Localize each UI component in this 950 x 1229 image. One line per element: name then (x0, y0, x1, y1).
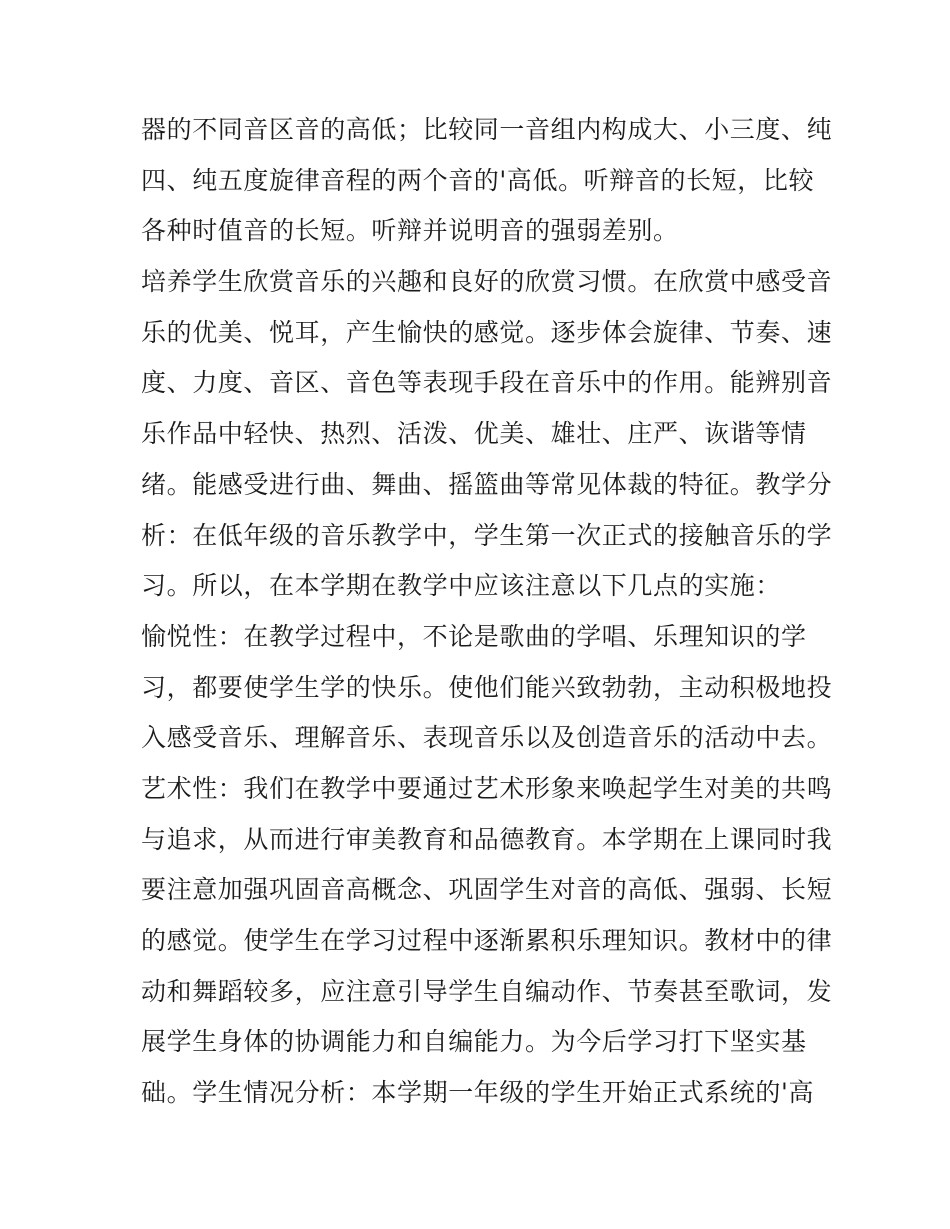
text-line: 础。学生情况分析：本学期一年级的学生开始正式系统的'高 (141, 1078, 815, 1108)
text-line: 各种时值音的长短。听辩并说明音的强弱差别。 (141, 216, 679, 246)
text-line: 要注意加强巩固音高概念、巩固学生对音的高低、强弱、长短 (141, 875, 833, 905)
text-line: 展学生身体的协调能力和自编能力。为今后学习打下坚实基 (141, 1027, 807, 1057)
text-line: 愉悦性：在教学过程中，不论是歌曲的学唱、乐理知识的学 (141, 621, 807, 651)
text-line: 器的不同音区音的高低；比较同一音组内构成大、小三度、纯 (141, 115, 833, 144)
text-line: 度、力度、音区、音色等表现手段在音乐中的作用。能辨别音 (141, 368, 833, 398)
text-line: 析：在低年级的音乐教学中，学生第一次正式的接触音乐的学 (141, 520, 833, 550)
text-line: 培养学生欣赏音乐的兴趣和良好的欣赏习惯。在欣赏中感受音 (141, 267, 833, 297)
text-line: 的感觉。使学生在学习过程中逐渐累积乐理知识。教材中的律 (141, 926, 833, 955)
text-line: 习，都要使学生学的快乐。使他们能兴致勃勃，主动积极地投 (141, 672, 833, 702)
text-line: 乐的优美、悦耳，产生愉快的感觉。逐步体会旋律、节奏、速 (141, 317, 833, 347)
text-line: 四、纯五度旋律音程的两个音的'高低。听辩音的长短，比较 (141, 165, 815, 195)
text-line: 动和舞蹈较多，应注意引导学生自编动作、节奏甚至歌词，发 (141, 976, 833, 1006)
text-line: 与追求，从而进行审美教育和品德教育。本学期在上课同时我 (141, 824, 833, 854)
text-line: 绪。能感受进行曲、舞曲、摇篮曲等常见体裁的特征。教学分 (141, 469, 833, 499)
text-line: 艺术性：我们在教学中要通过艺术形象来唤起学生对美的共鸣 (141, 773, 833, 803)
text-line: 习。所以，在本学期在教学中应该注意以下几点的实施： (141, 571, 782, 601)
text-line: 入感受音乐、理解音乐、表现音乐以及创造音乐的活动中去。 (141, 723, 833, 753)
text-line: 乐作品中轻快、热烈、活泼、优美、雄壮、庄严、诙谐等情 (141, 419, 807, 449)
body-text (141, 105, 833, 1119)
